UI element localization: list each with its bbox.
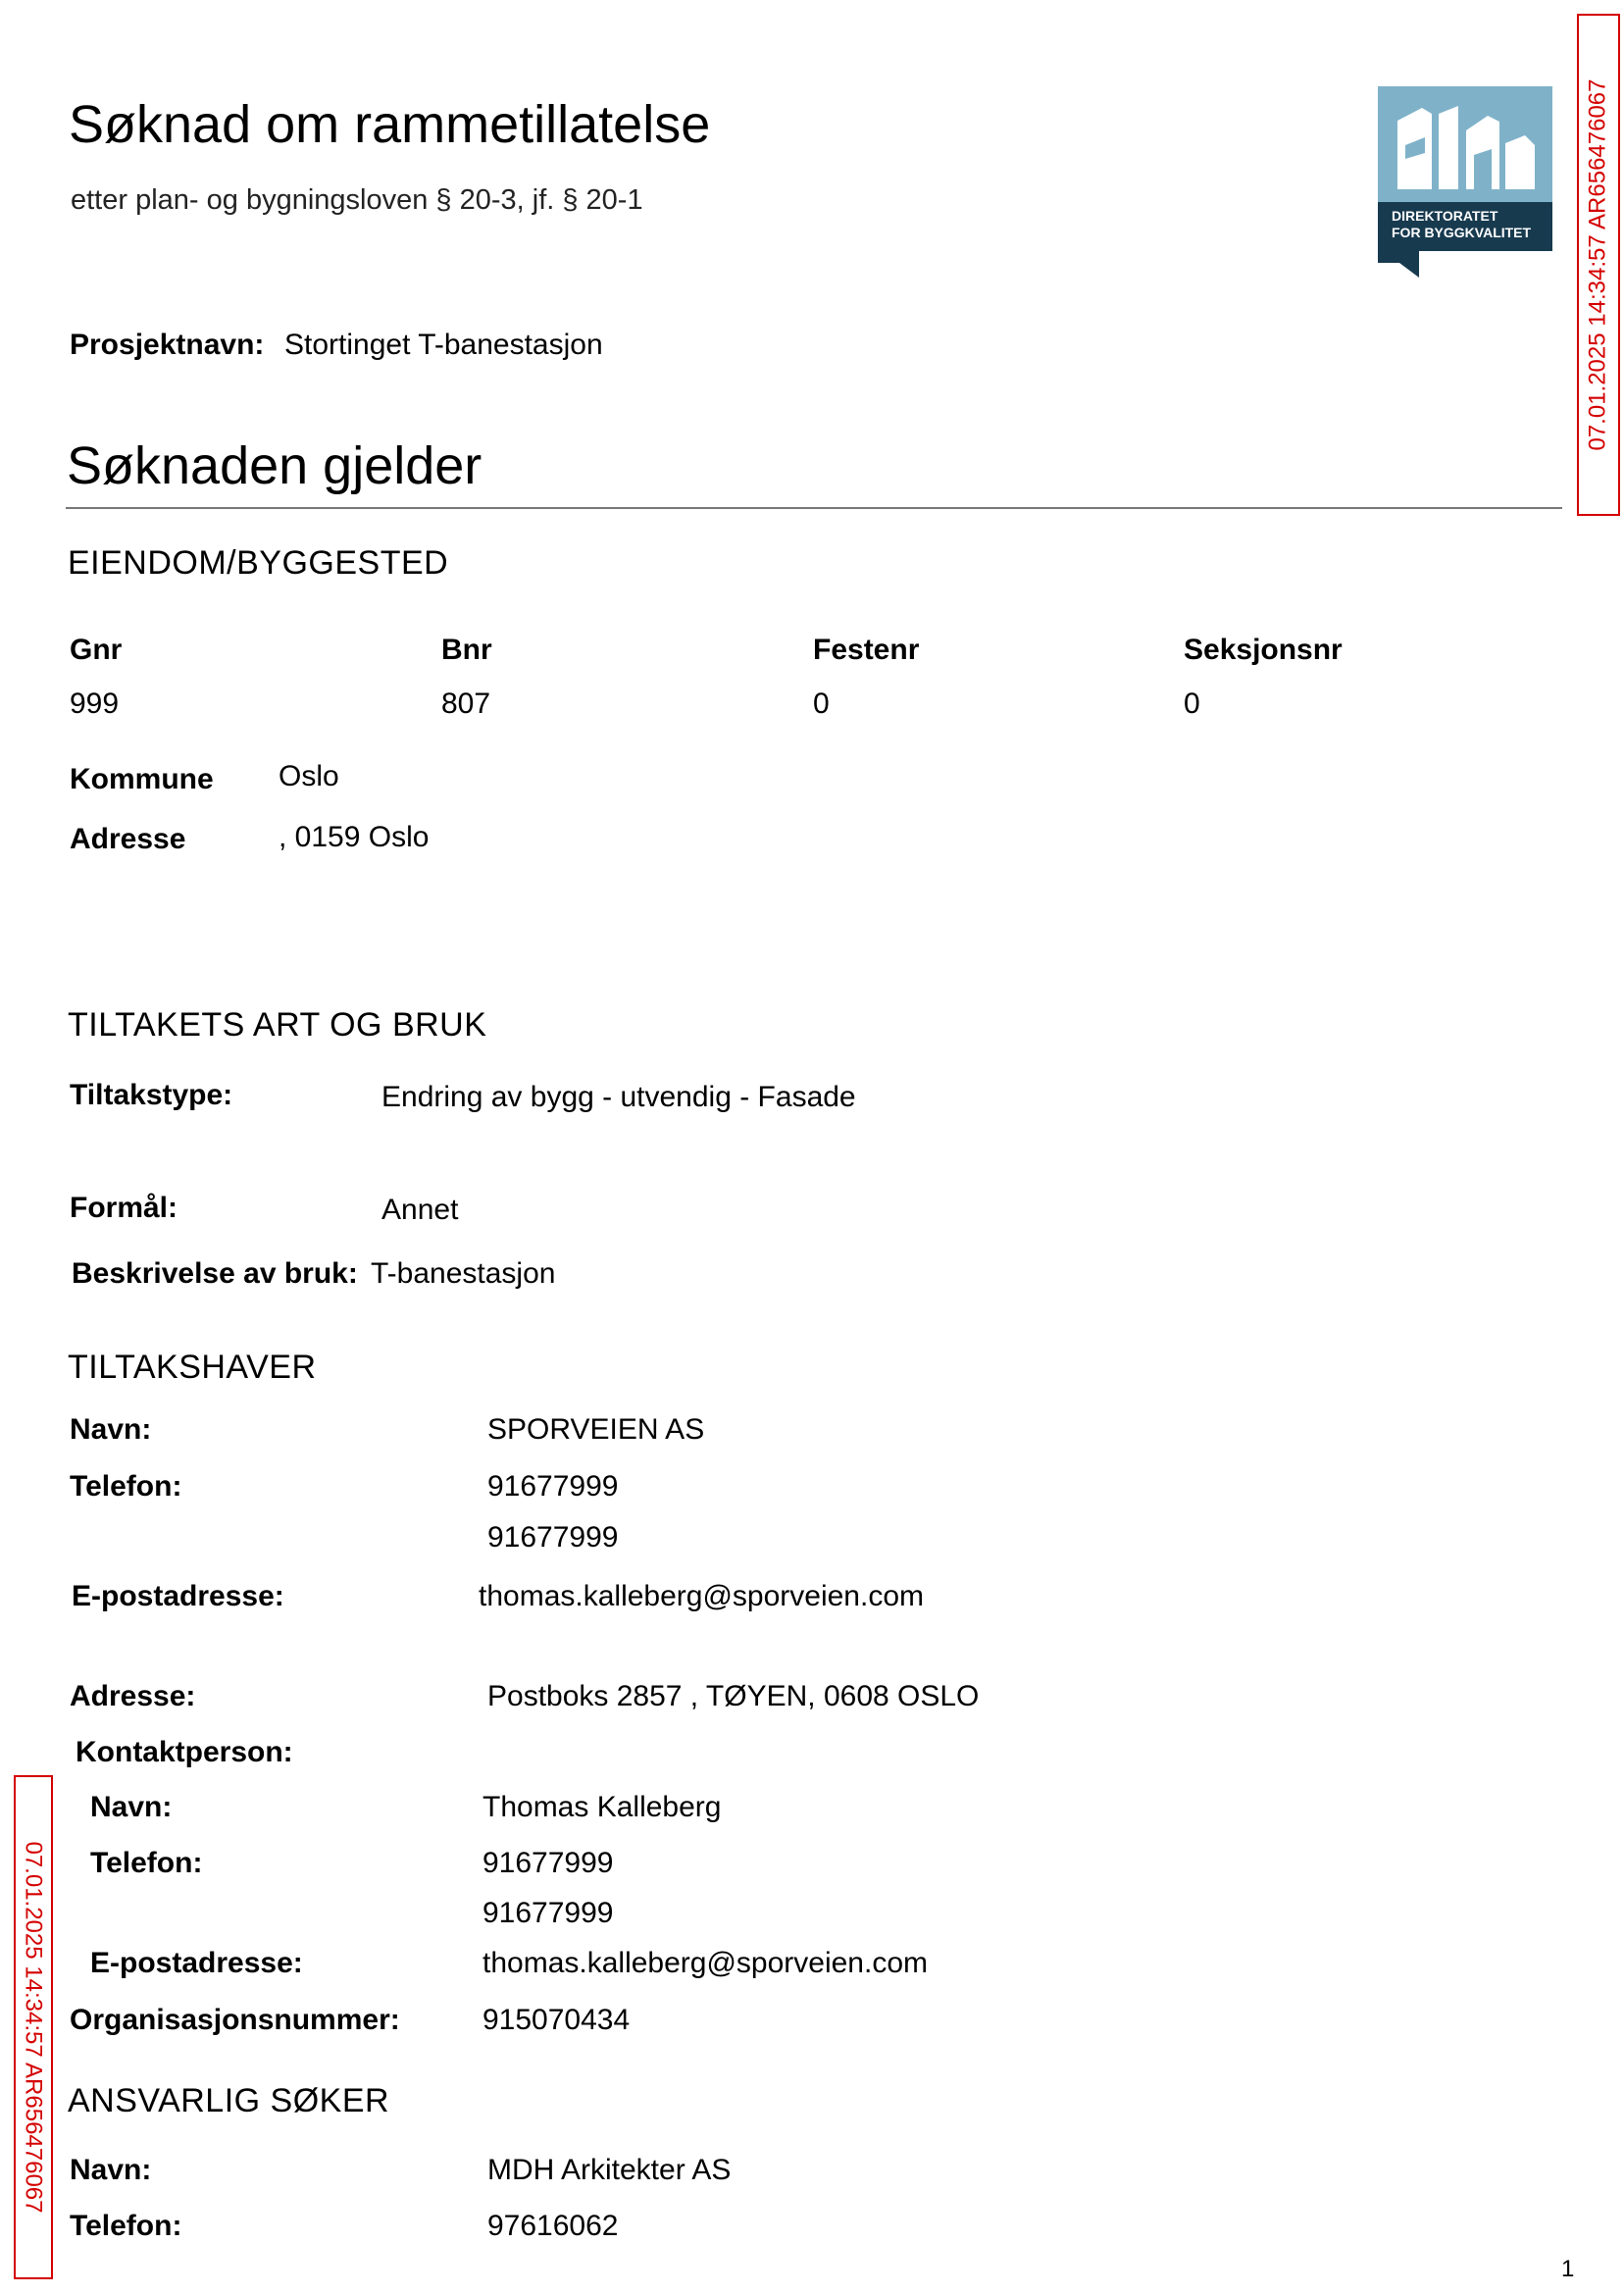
- tiltakshaver-telefon-label: Telefon:: [70, 1470, 182, 1503]
- ansvarlig-soker-heading: ANSVARLIG SØKER: [68, 2082, 390, 2119]
- document-subtitle: etter plan- og bygningsloven § 20-3, jf. § 20-1: [71, 184, 643, 216]
- formal-value: Annet: [381, 1194, 459, 1226]
- tiltakshaver-telefon-value-1: 91677999: [487, 1470, 619, 1503]
- tiltakshaver-adresse-value: Postboks 2857 , TØYEN, 0608 OSLO: [487, 1680, 980, 1712]
- bnr-value: 807: [441, 688, 491, 720]
- tiltakshaver-epost-label: E-postadresse:: [72, 1580, 284, 1612]
- bnr-label: Bnr: [441, 634, 492, 666]
- timestamp-stamp-left: [14, 1775, 53, 2279]
- seksjonsnr-label: Seksjonsnr: [1184, 634, 1343, 666]
- project-label: Prosjektnavn:: [70, 329, 265, 361]
- festenr-label: Festenr: [813, 634, 920, 666]
- document-title: Søknad om rammetillatelse: [69, 95, 711, 154]
- logo-line-2: FOR BYGGKVALITET: [1392, 225, 1532, 240]
- dibk-logo-mark-icon: [1378, 86, 1552, 278]
- tiltakshaver-adresse-label: Adresse:: [70, 1680, 196, 1712]
- tiltakshaver-epost-value: thomas.kalleberg@sporveien.com: [479, 1580, 924, 1612]
- seksjonsnr-value: 0: [1184, 688, 1200, 720]
- tiltakshaver-navn-value: SPORVEIEN AS: [487, 1413, 705, 1446]
- kontakt-epost-label: E-postadresse:: [90, 1947, 303, 1979]
- kontaktperson-label: Kontaktperson:: [76, 1736, 293, 1768]
- ansvarlig-telefon-label: Telefon:: [70, 2210, 182, 2242]
- logo-line-1: DIREKTORATET: [1392, 208, 1498, 224]
- kommune-value: Oslo: [279, 760, 339, 792]
- bruk-label: Beskrivelse av bruk:: [72, 1257, 358, 1290]
- kontakt-navn-label: Navn:: [90, 1791, 173, 1823]
- tiltakshaver-navn-label: Navn:: [70, 1413, 152, 1446]
- gnr-value: 999: [70, 688, 120, 720]
- project-value: Stortinget T-banestasjon: [284, 329, 603, 361]
- section-title: Søknaden gjelder: [67, 436, 482, 495]
- page-number: 1: [1561, 2256, 1575, 2282]
- property-heading: EIENDOM/BYGGESTED: [68, 544, 449, 582]
- kontakt-telefon-value-1: 91677999: [482, 1847, 614, 1879]
- timestamp-stamp-right: [1577, 14, 1620, 516]
- adresse-value: , 0159 Oslo: [279, 821, 430, 853]
- kontakt-navn-value: Thomas Kalleberg: [482, 1791, 722, 1823]
- adresse-label: Adresse: [70, 823, 186, 855]
- ansvarlig-navn-value: MDH Arkitekter AS: [487, 2154, 732, 2186]
- tiltak-heading: TILTAKETS ART OG BRUK: [68, 1006, 487, 1044]
- formal-label: Formål:: [70, 1192, 178, 1224]
- stamp-text: 07.01.2025 14:34:57 AR656476067: [21, 1841, 47, 2214]
- orgnr-value: 915070434: [482, 2004, 631, 2036]
- kontakt-telefon-label: Telefon:: [90, 1847, 203, 1879]
- stamp-text: 07.01.2025 14:34:57 AR656476067: [1585, 78, 1611, 451]
- gnr-label: Gnr: [70, 634, 123, 666]
- tiltakstype-value: Endring av bygg - utvendig - Fasade: [381, 1081, 856, 1113]
- ansvarlig-navn-label: Navn:: [70, 2154, 152, 2186]
- kommune-label: Kommune: [70, 763, 214, 795]
- ansvarlig-telefon-value: 97616062: [487, 2210, 619, 2242]
- bruk-value: T-banestasjon: [371, 1257, 556, 1290]
- kontakt-epost-value: thomas.kalleberg@sporveien.com: [482, 1947, 928, 1979]
- kontakt-telefon-value-2: 91677999: [482, 1897, 614, 1929]
- tiltakshaver-telefon-value-2: 91677999: [487, 1521, 619, 1554]
- dibk-logo: [1378, 86, 1550, 282]
- section-divider: [66, 507, 1562, 509]
- tiltakstype-label: Tiltakstype:: [70, 1079, 233, 1111]
- tiltakshaver-heading: TILTAKSHAVER: [68, 1349, 317, 1386]
- festenr-value: 0: [813, 688, 830, 720]
- orgnr-label: Organisasjonsnummer:: [70, 2004, 400, 2036]
